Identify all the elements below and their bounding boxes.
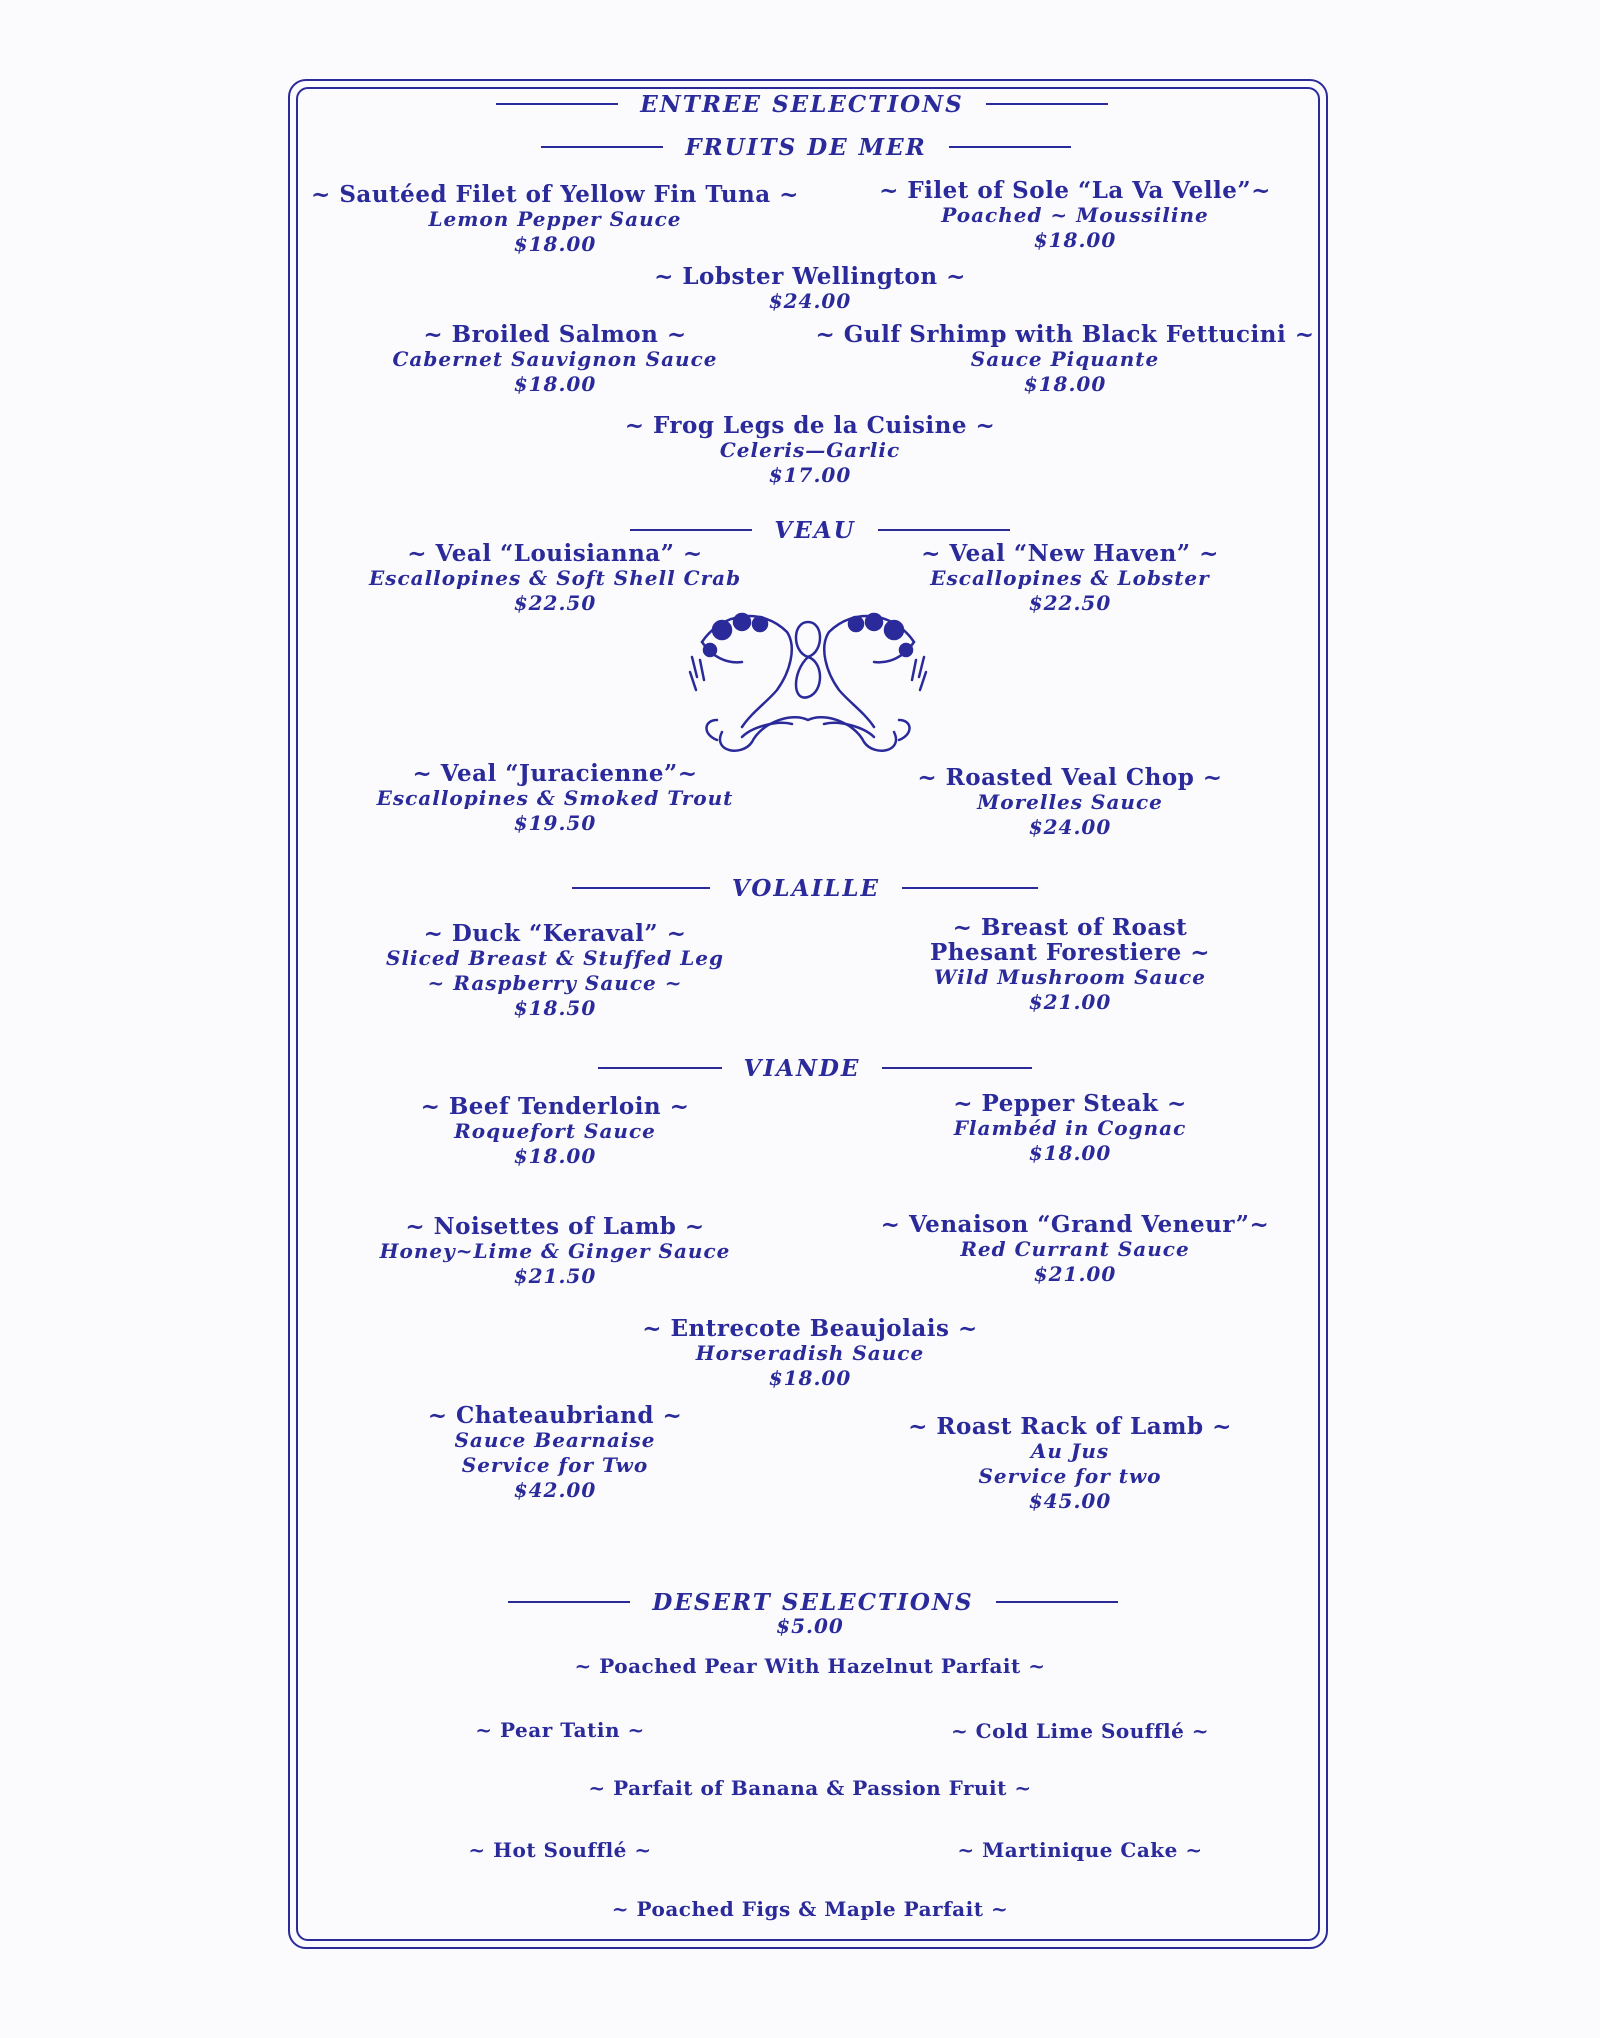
item-price: $21.50 [513, 1264, 597, 1288]
desert-selections-title: DESERT SELECTIONS [652, 1588, 974, 1616]
menu-item-broiled-salmon [340, 322, 770, 397]
header-rule [949, 146, 1071, 148]
header-rule [630, 529, 752, 531]
viande-title: VIANDE [743, 1054, 861, 1082]
item-description: Horseradish Sauce [695, 1341, 925, 1365]
dessert-pear-tatin: ~ Pear Tatin ~ [475, 1718, 645, 1742]
menu-item-venaison-grand-veneur [840, 1212, 1310, 1287]
item-description: Red Currant Sauce [960, 1237, 1190, 1261]
menu-item-veal-juracienne [340, 761, 770, 836]
item-name: ~ Veal “Louisianna” ~ [407, 540, 703, 567]
volaille-header [560, 873, 1050, 903]
menu-item-yellow-fin-tuna [300, 182, 810, 257]
menu-item-lobster-wellington [560, 264, 1060, 314]
header-rule [572, 887, 710, 889]
item-name: ~ Beef Tenderloin ~ [420, 1093, 690, 1120]
item-description: Honey~Lime & Ginger Sauce [379, 1239, 731, 1263]
item-price: $21.00 [1028, 990, 1112, 1014]
item-price: $17.00 [768, 463, 852, 487]
header-rule [902, 887, 1038, 889]
menu-item-noisettes-of-lamb [340, 1214, 770, 1289]
header-rule [986, 103, 1108, 105]
item-price: $24.00 [768, 289, 852, 313]
header-rule [996, 1601, 1118, 1603]
item-name: ~ Roast Rack of Lamb ~ [908, 1413, 1232, 1440]
header-rule [541, 146, 663, 148]
item-description: ~ Raspberry Sauce ~ [427, 971, 683, 995]
volaille-title: VOLAILLE [731, 874, 881, 902]
item-description: Celeris—Garlic [719, 438, 901, 462]
desert-price [560, 1614, 1060, 1639]
item-description: Sauce Piquante [970, 347, 1160, 371]
menu-item-frog-legs [560, 413, 1060, 488]
menu-item-roasted-veal-chop [860, 765, 1280, 840]
item-price: $19.50 [513, 811, 597, 835]
desert-selections-header [498, 1587, 1128, 1617]
cornucopia-ornament-icon [682, 602, 934, 758]
item-price: $18.00 [1033, 228, 1117, 252]
dessert-banana-passion-fruit: ~ Parfait of Banana & Passion Fruit ~ [588, 1776, 1032, 1800]
viande-header [590, 1053, 1040, 1083]
menu-item-roast-rack-of-lamb [860, 1414, 1280, 1514]
item-name: ~ Venaison “Grand Veneur”~ [880, 1211, 1270, 1238]
item-name: ~ Pepper Steak ~ [953, 1090, 1187, 1117]
header-rule [508, 1601, 630, 1603]
dessert-cold-lime-souffle: ~ Cold Lime Soufflé ~ [950, 1719, 1210, 1743]
item-description: Morelles Sauce [977, 790, 1163, 814]
header-rule [496, 103, 618, 105]
fruits-de-mer-title: FRUITS DE MER [685, 133, 927, 161]
menu-item-pepper-steak [860, 1091, 1280, 1166]
entree-selections-title: ENTREE SELECTIONS [640, 90, 964, 118]
header-rule [878, 529, 1010, 531]
item-price: $18.00 [513, 1144, 597, 1168]
item-description: Escallopines & Soft Shell Crab [368, 566, 742, 590]
item-description: Au Jus [1030, 1439, 1110, 1463]
item-price: $18.00 [1023, 372, 1107, 396]
item-price: $22.50 [513, 591, 597, 615]
item-description: Escallopines & Lobster [930, 566, 1210, 590]
item-price: $22.50 [1028, 591, 1112, 615]
menu-item-breast-of-roast-phesant [860, 915, 1280, 1015]
item-name: ~ Breast of Roast [952, 914, 1188, 941]
item-description: Sauce Bearnaise [454, 1428, 656, 1452]
item-name: ~ Roasted Veal Chop ~ [917, 764, 1223, 791]
item-price: $24.00 [1028, 815, 1112, 839]
item-description: Cabernet Sauvignon Sauce [392, 347, 718, 371]
item-description: Sliced Breast & Stuffed Leg [386, 946, 724, 970]
dessert-hot-souffle: ~ Hot Soufflé ~ [468, 1838, 652, 1862]
item-description: Service for two [978, 1464, 1162, 1488]
item-price: $45.00 [1028, 1489, 1112, 1513]
menu-item-beef-tenderloin [340, 1094, 770, 1169]
item-name: ~ Sautéed Filet of Yellow Fin Tuna ~ [311, 181, 799, 208]
menu-item-filet-of-sole [840, 178, 1310, 253]
item-description: Roquefort Sauce [454, 1119, 656, 1143]
item-description: Wild Mushroom Sauce [934, 965, 1206, 989]
header-rule [882, 1067, 1032, 1069]
item-description: Lemon Pepper Sauce [428, 207, 682, 231]
dessert-martinique-cake: ~ Martinique Cake ~ [957, 1838, 1203, 1862]
item-name: ~ Veal “Juracienne”~ [412, 760, 698, 787]
item-name: Phesant Forestiere ~ [930, 939, 1210, 966]
menu-item-duck-keraval [340, 921, 770, 1021]
item-price: $18.00 [1028, 1141, 1112, 1165]
item-description: Service for Two [461, 1453, 649, 1477]
item-price: $18.00 [513, 232, 597, 256]
menu-item-entrecote-beaujolais [560, 1316, 1060, 1391]
item-name: ~ Filet of Sole “La Va Velle”~ [879, 177, 1271, 204]
item-price: $18.00 [513, 372, 597, 396]
item-name: ~ Veal “New Haven” ~ [921, 540, 1219, 567]
item-description: Escallopines & Smoked Trout [376, 786, 734, 810]
item-name: ~ Lobster Wellington ~ [654, 263, 966, 290]
item-name: ~ Gulf Srhimp with Black Fettucini ~ [815, 321, 1315, 348]
fruits-de-mer-header [536, 132, 1076, 162]
menu-item-gulf-shrimp [800, 322, 1330, 397]
item-price: $18.50 [513, 996, 597, 1020]
dessert-poached-pear: ~ Poached Pear With Hazelnut Parfait ~ [574, 1654, 1046, 1678]
item-description: Poached ~ Moussiline [941, 203, 1209, 227]
item-description: Flambéd in Cognac [953, 1116, 1187, 1140]
veau-title: VEAU [774, 516, 856, 544]
dessert-poached-figs: ~ Poached Figs & Maple Parfait ~ [611, 1897, 1009, 1921]
menu-item-chateaubriand [340, 1403, 770, 1503]
item-name: ~ Duck “Keraval” ~ [423, 920, 687, 947]
item-name: ~ Frog Legs de la Cuisine ~ [624, 412, 996, 439]
header-rule [598, 1067, 722, 1069]
item-name: ~ Entrecote Beaujolais ~ [642, 1315, 978, 1342]
item-name: ~ Chateaubriand ~ [427, 1402, 683, 1429]
item-name: ~ Noisettes of Lamb ~ [405, 1213, 705, 1240]
item-price: $21.00 [1033, 1262, 1117, 1286]
item-name: ~ Broiled Salmon ~ [423, 321, 687, 348]
entree-selections-header [476, 89, 1128, 119]
item-price: $42.00 [513, 1478, 597, 1502]
item-price: $5.00 [776, 1614, 844, 1638]
item-price: $18.00 [768, 1366, 852, 1390]
